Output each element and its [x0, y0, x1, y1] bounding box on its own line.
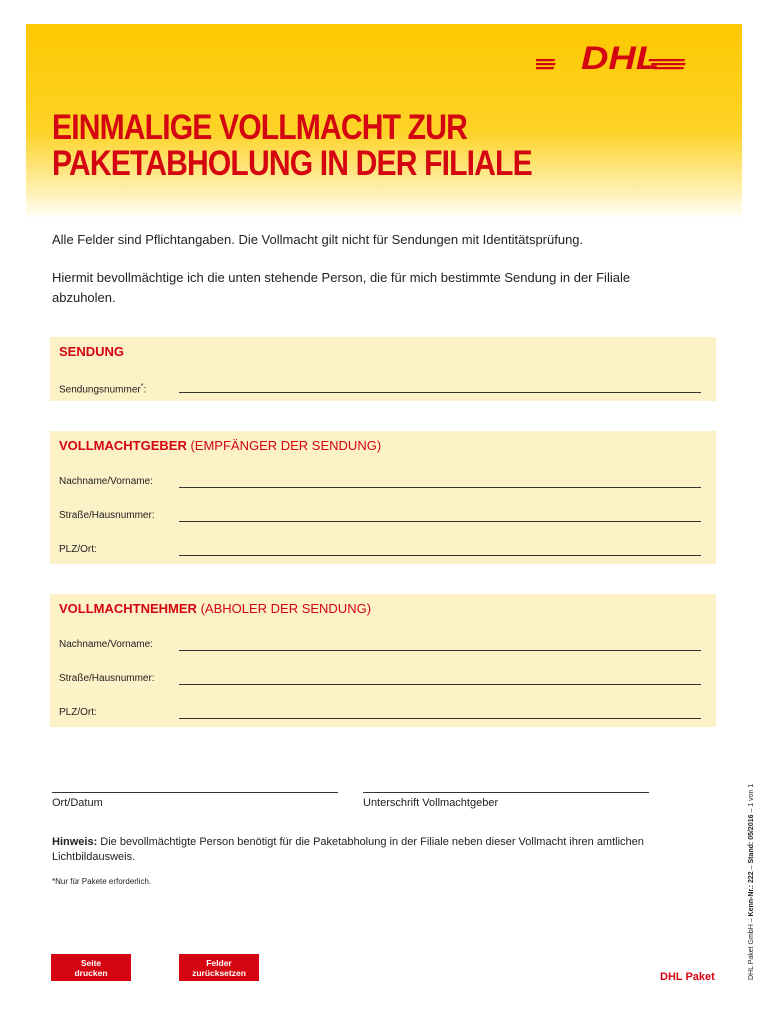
section-vollmachtgeber: [50, 431, 716, 564]
grantee-street-field[interactable]: [179, 684, 701, 685]
grantor-city-row: [59, 543, 701, 559]
side-reference-text: DHL Paket GmbH – Kenn-Nr.: 222 – Stand: 05/2016 – 1 von 1: [748, 783, 755, 980]
grantor-name-label: Nachname/Vorname:: [59, 476, 153, 487]
grantee-name-row: [59, 638, 701, 654]
signature-field[interactable]: [363, 792, 649, 793]
title-line-1: EINMALIGE VOLLMACHT ZUR: [52, 108, 467, 147]
section-sendung: [50, 337, 716, 401]
section-title-vollmachtnehmer: VOLLMACHTNEHMER (ABHOLER DER SENDUNG): [59, 601, 372, 616]
grantee-name-label: Nachname/Vorname:: [59, 639, 153, 650]
hint-label: Hinweis:: [52, 836, 98, 848]
grantor-street-label: Straße/Hausnummer:: [59, 510, 155, 521]
place-date-field[interactable]: [52, 792, 338, 793]
grantee-city-row: [59, 706, 701, 722]
signature-label: Unterschrift Vollmachtgeber: [363, 797, 499, 809]
form-page: [26, 24, 742, 1024]
section-title-sendung: SENDUNG: [59, 344, 125, 359]
grantor-name-row: [59, 475, 701, 491]
grantor-name-field[interactable]: [179, 487, 701, 488]
tracking-number-field[interactable]: [179, 392, 701, 393]
grantee-city-label: PLZ/Ort:: [59, 707, 97, 718]
reset-fields-button[interactable]: Felder zurücksetzen: [179, 954, 259, 981]
intro-text-authorization: Hiermit bevollmächtige ich die unten stehende Person, die für mich bestimmte Sendung in der Filiale abzuholen.: [52, 270, 631, 305]
dhl-logo-icon: [536, 40, 696, 74]
section-vollmachtnehmer: [50, 594, 716, 727]
logo-text: DHL: [581, 40, 659, 74]
grantee-city-field[interactable]: [179, 718, 701, 719]
grantee-street-label: Straße/Hausnummer:: [59, 673, 155, 684]
grantor-street-field[interactable]: [179, 521, 701, 522]
intro-text-required: Alle Felder sind Pflichtangaben. Die Vollmacht gilt nicht für Sendungen mit Identitätsprüfung.: [52, 232, 584, 247]
header-banner: [26, 24, 742, 220]
grantor-street-row: [59, 509, 701, 525]
footnote: *Nur für Pakete erforderlich.: [52, 877, 152, 886]
print-page-button[interactable]: Seite drucken: [51, 954, 131, 981]
grantor-city-label: PLZ/Ort:: [59, 544, 97, 555]
brand-name: DHL Paket: [660, 971, 715, 983]
grantee-street-row: [59, 672, 701, 688]
place-date-label: Ort/Datum: [52, 797, 103, 809]
hint-note: [52, 835, 692, 865]
hint-text: Die bevollmächtigte Person benötigt für die Paketabholung in der Filiale neben dieser Vollmacht ihren amtlichen Lichtbildausweis.: [52, 836, 644, 863]
page-title: [52, 110, 532, 182]
grantee-name-field[interactable]: [179, 650, 701, 651]
title-line-2: PAKETABHOLUNG IN DER FILIALE: [52, 144, 532, 183]
grantor-city-field[interactable]: [179, 555, 701, 556]
tracking-number-row: [59, 380, 701, 396]
tracking-number-label: Sendungsnummer*:: [59, 383, 147, 396]
section-title-vollmachtgeber: VOLLMACHTGEBER (EMPFÄNGER DER SENDUNG): [59, 438, 382, 453]
